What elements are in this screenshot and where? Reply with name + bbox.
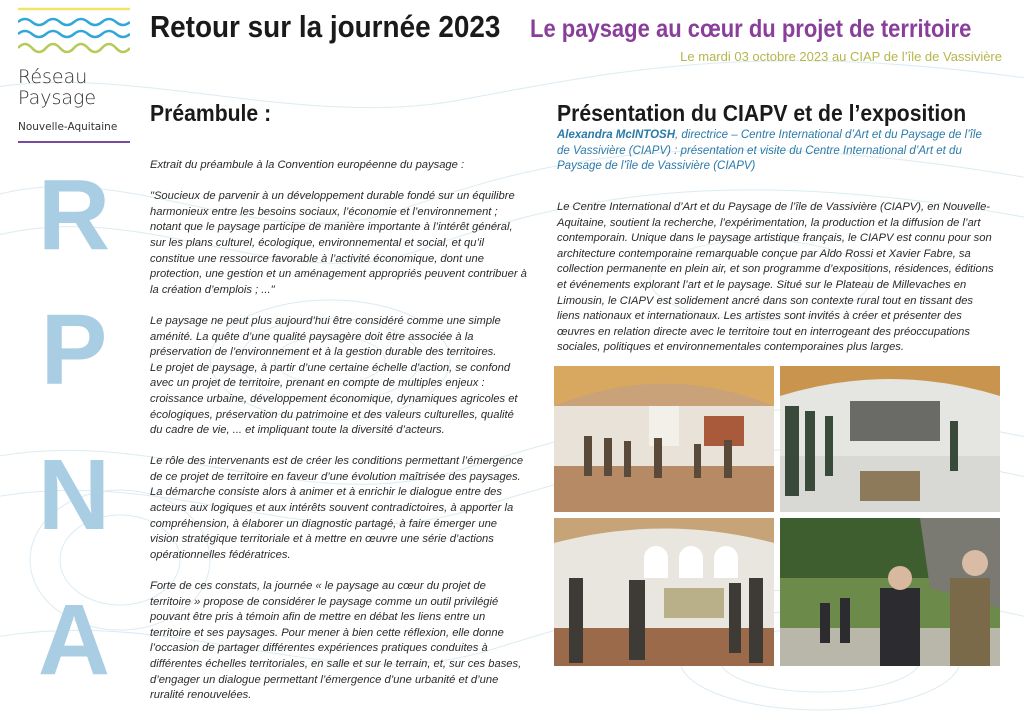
preamble-paragraph-5: Le rôle des intervenants est de créer les conditions permettant l’émergence de ce projet de territoire en faveur d’une évolution maîtrisée des paysages. La démarche consiste alors à animer et à enrichir le dialogue entre des acteurs aux logiques et aux intérêts souvent contradictoires, à apporter la compréhension, à élaborer un diagnostic partagé, à faire émerger une vision stratégique territoriale et à mettre en œuvre une série d’actions opérationnelles fédératrices. (150, 455, 524, 561)
logo-divider (18, 141, 130, 143)
preamble-paragraph-3: Le paysage ne peut plus aujourd’hui être considéré comme une simple aménité. La quête d’une qualité paysagère doit être associée à la préservation de l’environnement et à la gestion durable des territoires. (150, 314, 501, 359)
preamble-paragraph-6: Forte de ces constats, la journée « le paysage au cœur du projet de territoire » propose de considérer le paysage comme un outil privilégié pouvant être pris à témoin afin de mettre en débat les liens entre un territoire et ses paysages. Pour mener à bien cette réflexion, elle donne l’occasion de partager différentes expériences pratiques conduites à différentes échelles territoriales, en salle et sur le terrain, et, sur ces bases, d’engager un dialogue permettant l’émergence d’une urbanité et d’une ruralité renouvelées. (150, 580, 522, 702)
preamble-text (150, 158, 528, 704)
page-title: Retour sur la journée 2023 (150, 9, 501, 44)
side-letter-p: P (40, 294, 108, 406)
photo-visitors-hall (554, 518, 774, 666)
speaker-name: Alexandra McINTOSH (557, 129, 676, 141)
logo-region: Nouvelle-Aquitaine (18, 121, 118, 133)
preamble-quote: "Soucieux de parvenir à un développement durable fondé sur un équilibre harmonieux entre les besoins sociaux, l’économie et l’environnement ; notant que le paysage participe de manière importante à l’intérêt général, sur les plans culturel, écologique, environnemental et social, et qu’il constitue une ressource favorable à l’activité économique, dont une protection, une gestion et un aménagement appropriés peuvent contribuer à la création d’emplois ; ..." (150, 190, 527, 296)
ciapv-heading: Présentation du CIAPV et de l’exposition (557, 100, 967, 126)
side-letter-n: N (37, 439, 111, 551)
logo (18, 6, 130, 60)
event-date: Le mardi 03 octobre 2023 au CIAP de l’île de Vassivière (680, 49, 1002, 64)
speaker-line (557, 128, 997, 175)
page-subtitle: Le paysage au cœur du projet de territoire (530, 15, 972, 43)
photo-gallery-interior (554, 366, 774, 512)
logo-line-2: Paysage (18, 87, 97, 109)
photo-exhibition-room (780, 366, 1000, 512)
logo-line-1: Réseau (18, 66, 88, 88)
ciapv-body (557, 200, 997, 356)
logo-text (18, 67, 96, 109)
ciapv-paragraph: Le Centre International d’Art et du Paysage de l’île de Vassivière (CIAPV), en Nouvelle-Aquitaine, soutient la recherche, l’expérimentation, la production et la diffusion de l’art contemporain. Unique dans le paysage artistique français, le CIAPV est connu pour son architecture contemporaine remarquable conçue par Aldo Rossi et Xavier Fabre, sa collection permanente en plein air, et son programme d’expositions, résidences, éditions et événements explorant l’art et le paysage. Situé sur le Plateau de Millevaches en Limousin, le CIAPV est solidement ancré dans son contexte rural tout en tissant des liens nationaux et internationaux. Les artistes sont invités à créer et présenter des œuvres en relation directe avec le territoire tout en interrogeant des préoccupations sociales, politiques et environnementales contemporaines plus larges. (557, 201, 994, 354)
photo-outdoor-visit (780, 518, 1000, 666)
speaker-description: , directrice – Centre International d’Art et du Paysage de l’île de Vassivière (CIAPV) : présentation et visite du Centre International d’Art et du Paysage de l’île de Vassivière (CIAPV) (557, 129, 982, 172)
preamble-paragraph-4: Le projet de paysage, à partir d’une certaine échelle d’action, se confond avec un projet de territoire, prenant en compte de multiples enjeux : croissance urbaine, développement économique, dynamiques agricoles et écologiques, préservation du patrimoine et des valeurs culturelles, qualité du cadre de vie, ... et impliquant toute la diversité d’acteurs. (150, 361, 518, 437)
preamble-paragraph-1: Extrait du préambule à la Convention européenne du paysage : (150, 159, 465, 171)
preamble-heading: Préambule : (150, 100, 272, 126)
logo-waves-icon (18, 6, 130, 60)
side-letter-r: R (37, 159, 111, 271)
side-letter-a: A (37, 584, 111, 696)
